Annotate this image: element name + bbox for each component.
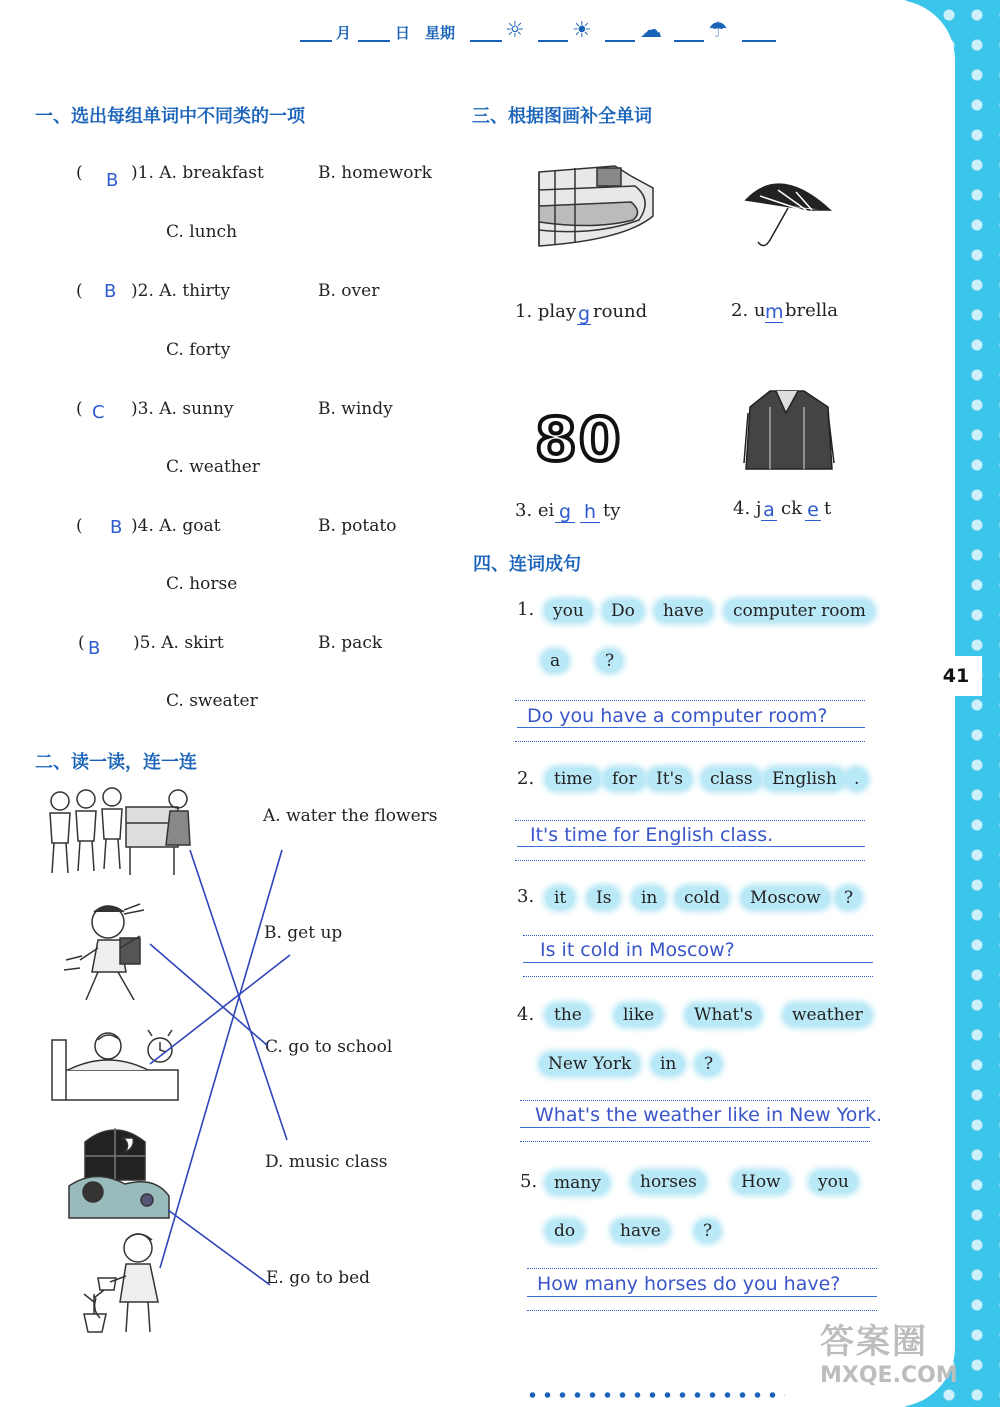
cloud-icon: ☁ bbox=[640, 18, 662, 43]
word-chip: Is bbox=[588, 887, 619, 909]
weekday-label: 星期 bbox=[425, 24, 456, 42]
answer-2: B bbox=[104, 281, 117, 302]
match-line-1 bbox=[190, 850, 287, 1140]
word-chip: computer room bbox=[725, 600, 874, 622]
answer-4: B bbox=[110, 517, 123, 538]
word-chip: class bbox=[702, 768, 761, 790]
footer-dots bbox=[525, 1392, 785, 1398]
word-chip: It's bbox=[648, 768, 691, 790]
blank-3b: h bbox=[580, 502, 600, 523]
page-edge bbox=[860, 0, 955, 1407]
word-chip: horses bbox=[632, 1171, 705, 1193]
blank-2: m bbox=[765, 301, 784, 323]
section-2-title: 二、读一读，连一连 bbox=[35, 752, 197, 773]
cloudy-sun-icon: ☀ bbox=[572, 18, 592, 43]
jacket-picture bbox=[740, 383, 835, 478]
water-flowers-picture bbox=[74, 1228, 174, 1338]
playground-picture bbox=[535, 160, 660, 260]
word-chip: do bbox=[546, 1220, 583, 1242]
word-chip: cold bbox=[676, 887, 728, 909]
word-chip: many bbox=[546, 1172, 609, 1194]
watermark-logo: 答案圈 MXQE.COM bbox=[820, 1322, 958, 1388]
answer-sentence-5: How many horses do you have? bbox=[537, 1273, 841, 1295]
blank-4b: e bbox=[805, 500, 821, 521]
date-header bbox=[300, 16, 780, 50]
option-a: A. water the flowers bbox=[263, 806, 438, 826]
word-chip: Moscow bbox=[742, 887, 829, 909]
number-80-picture: 80 bbox=[535, 405, 623, 475]
page-number: 41 bbox=[930, 656, 982, 696]
word-chip: ? bbox=[695, 1220, 720, 1242]
answer-3: C bbox=[92, 402, 105, 423]
word-chip: What's bbox=[686, 1004, 761, 1026]
rain-icon: ☂ bbox=[708, 18, 728, 43]
word-chip: time bbox=[546, 768, 600, 790]
word-chip: it bbox=[546, 887, 574, 909]
sunny-icon: ☼ bbox=[505, 18, 525, 43]
word-chip: ? bbox=[597, 650, 622, 672]
blank-3a: g bbox=[555, 502, 575, 523]
word-chip: New York bbox=[540, 1053, 639, 1075]
word-chip: in bbox=[633, 887, 665, 909]
word-chip: have bbox=[612, 1220, 669, 1242]
month-label: 月 bbox=[336, 24, 352, 42]
section-3-title: 三、根据图画补全单词 bbox=[472, 106, 652, 127]
word-chip: in bbox=[652, 1053, 684, 1075]
word-chip: like bbox=[615, 1004, 662, 1026]
word-chip: ? bbox=[696, 1053, 721, 1075]
option-c: C. go to school bbox=[265, 1037, 393, 1057]
go-to-school-picture bbox=[60, 900, 185, 1010]
option-e: E. go to bed bbox=[266, 1268, 371, 1288]
get-up-picture bbox=[48, 1020, 188, 1110]
answer-1: B bbox=[106, 170, 119, 191]
music-class-picture bbox=[38, 783, 198, 883]
answer-sentence-1: Do you have a computer room? bbox=[527, 705, 828, 727]
blank-1: g bbox=[577, 303, 591, 325]
blank-4a: a bbox=[761, 500, 777, 521]
word-chip: Do bbox=[603, 600, 643, 622]
answer-5: B bbox=[88, 638, 101, 659]
answer-sentence-2: It's time for English class. bbox=[530, 824, 774, 846]
word-chip: you bbox=[810, 1171, 857, 1193]
option-d: D. music class bbox=[265, 1152, 388, 1172]
word-chip: How bbox=[733, 1171, 789, 1193]
answer-sentence-4: What's the weather like in New York. bbox=[535, 1104, 883, 1126]
answer-sentence-3: Is it cold in Moscow? bbox=[540, 939, 735, 961]
day-label: 日 bbox=[395, 24, 411, 42]
match-line-4 bbox=[168, 1210, 270, 1285]
word-chip: have bbox=[655, 600, 712, 622]
word-chip: the bbox=[546, 1004, 590, 1026]
word-chip: you bbox=[545, 600, 592, 622]
section-1-title: 一、选出每组单词中不同类的一项 bbox=[35, 106, 305, 127]
word-chip: weather bbox=[784, 1004, 871, 1026]
word-chip: for bbox=[604, 768, 645, 790]
option-b: B. get up bbox=[264, 923, 343, 943]
go-to-bed-picture bbox=[65, 1120, 175, 1220]
word-chip: . bbox=[846, 768, 867, 790]
word-chip: a bbox=[542, 650, 568, 672]
umbrella-picture bbox=[740, 170, 835, 255]
word-chip: English bbox=[764, 768, 845, 790]
word-chip: ? bbox=[836, 887, 861, 909]
section-4-title: 四、连词成句 bbox=[473, 554, 581, 575]
